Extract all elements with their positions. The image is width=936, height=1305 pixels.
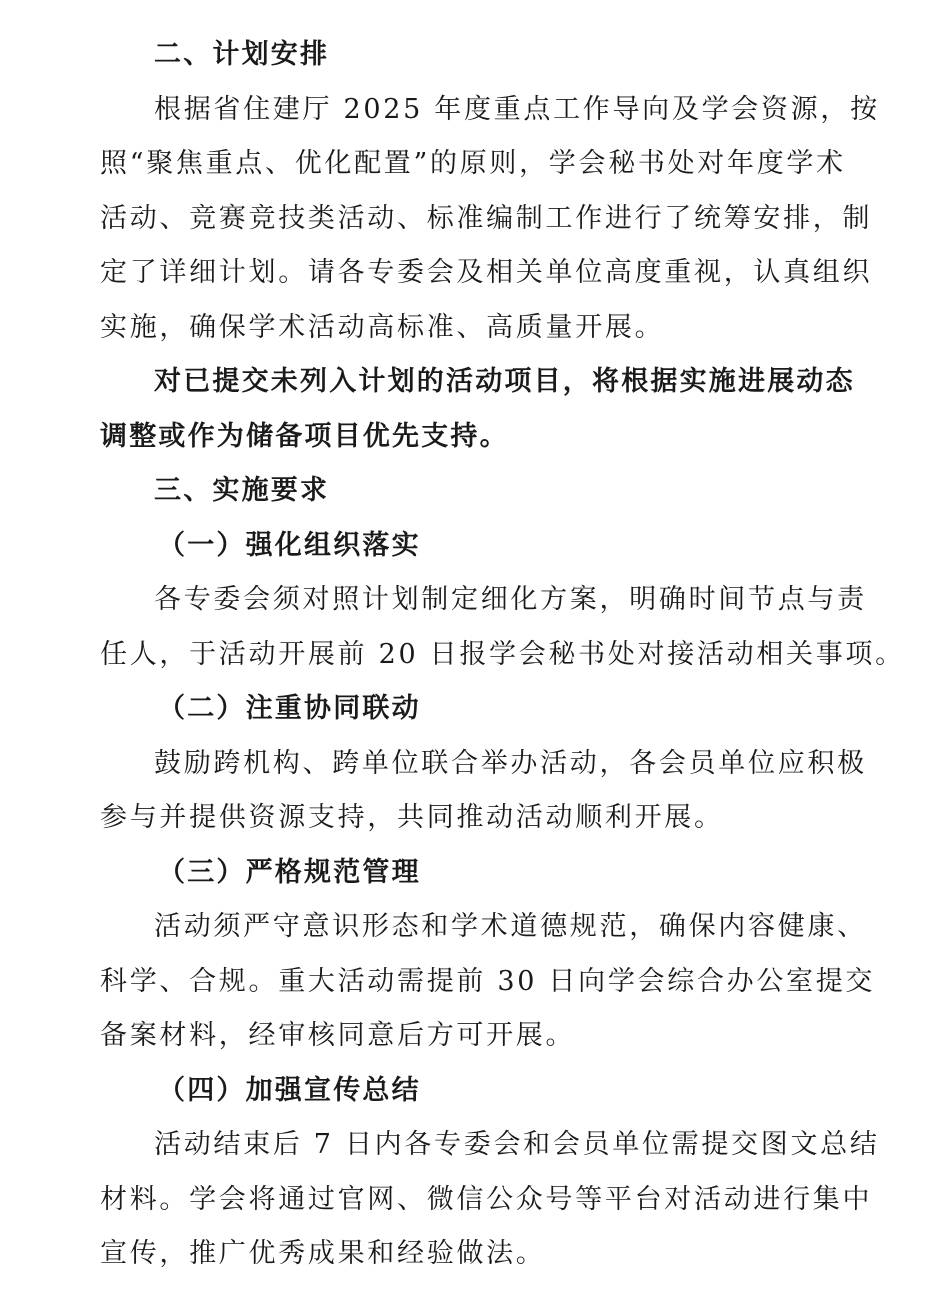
subsection-title: （二）注重协同联动 [158,693,421,724]
subsection-title: （一）强化组织落实 [158,529,421,561]
text-line: 活动、竞赛竞技类活动、标准编制工作进行了统筹安排，制 [100,202,873,234]
text-line: 定了详细计划。请各专委会及相关单位高度重视，认真组织 [100,257,873,288]
paragraph-organization [100,573,905,682]
text-line: 照“聚焦重点、优化配置”的原则，学会秘书处对年度学术 [100,148,846,179]
text-line: 根据省住建厅 2025 年度重点工作导向及学会资源，按 [154,93,880,125]
text-line-bold: 调整或作为储备项目优先支持。 [100,420,509,452]
text-line: 材料。学会将通过官网、微信公众号等平台对活动进行集中 [100,1183,873,1215]
text-line: 参与并提供资源支持，共同推动活动顺利开展。 [100,802,724,833]
text-line-bold: 对已提交未列入计划的活动项目，将根据实施进展动态 [154,366,855,397]
text-line: 活动须严守意识形态和学术道德规范，确保内容健康、 [154,911,867,942]
paragraph-plan [100,83,880,356]
text-line: 科学、合规。重大活动需提前 30 日向学会综合办公室提交 [100,965,876,997]
subsection-title: （四）加强宣传总结 [158,1074,421,1106]
text-line: 备案材料，经审核同意后方可开展。 [100,1020,576,1051]
section-heading-requirements: 三、实施要求 [154,475,330,506]
section-heading-plan: 二、计划安排 [154,39,330,70]
subsection-title: （三）严格规范管理 [158,856,421,888]
text-line: 鼓励跨机构、跨单位联合举办活动，各会员单位应积极 [154,747,867,779]
paragraph-publicity [100,1118,880,1282]
text-line: 活动结束后 7 日内各专委会和会员单位需提交图文总结 [154,1129,880,1160]
text-line: 实施，确保学术活动高标准、高质量开展。 [100,311,665,343]
text-line: 任人，于活动开展前 20 日报学会秘书处对接活动相关事项。 [100,638,905,670]
paragraph-unlisted-projects [100,355,855,464]
text-line: 宣传，推广优秀成果和经验做法。 [100,1238,546,1269]
text-line: 各专委会须对照计划制定细化方案，明确时间节点与责 [154,584,867,615]
paragraph-coordination [100,737,867,846]
paragraph-management [100,900,876,1064]
